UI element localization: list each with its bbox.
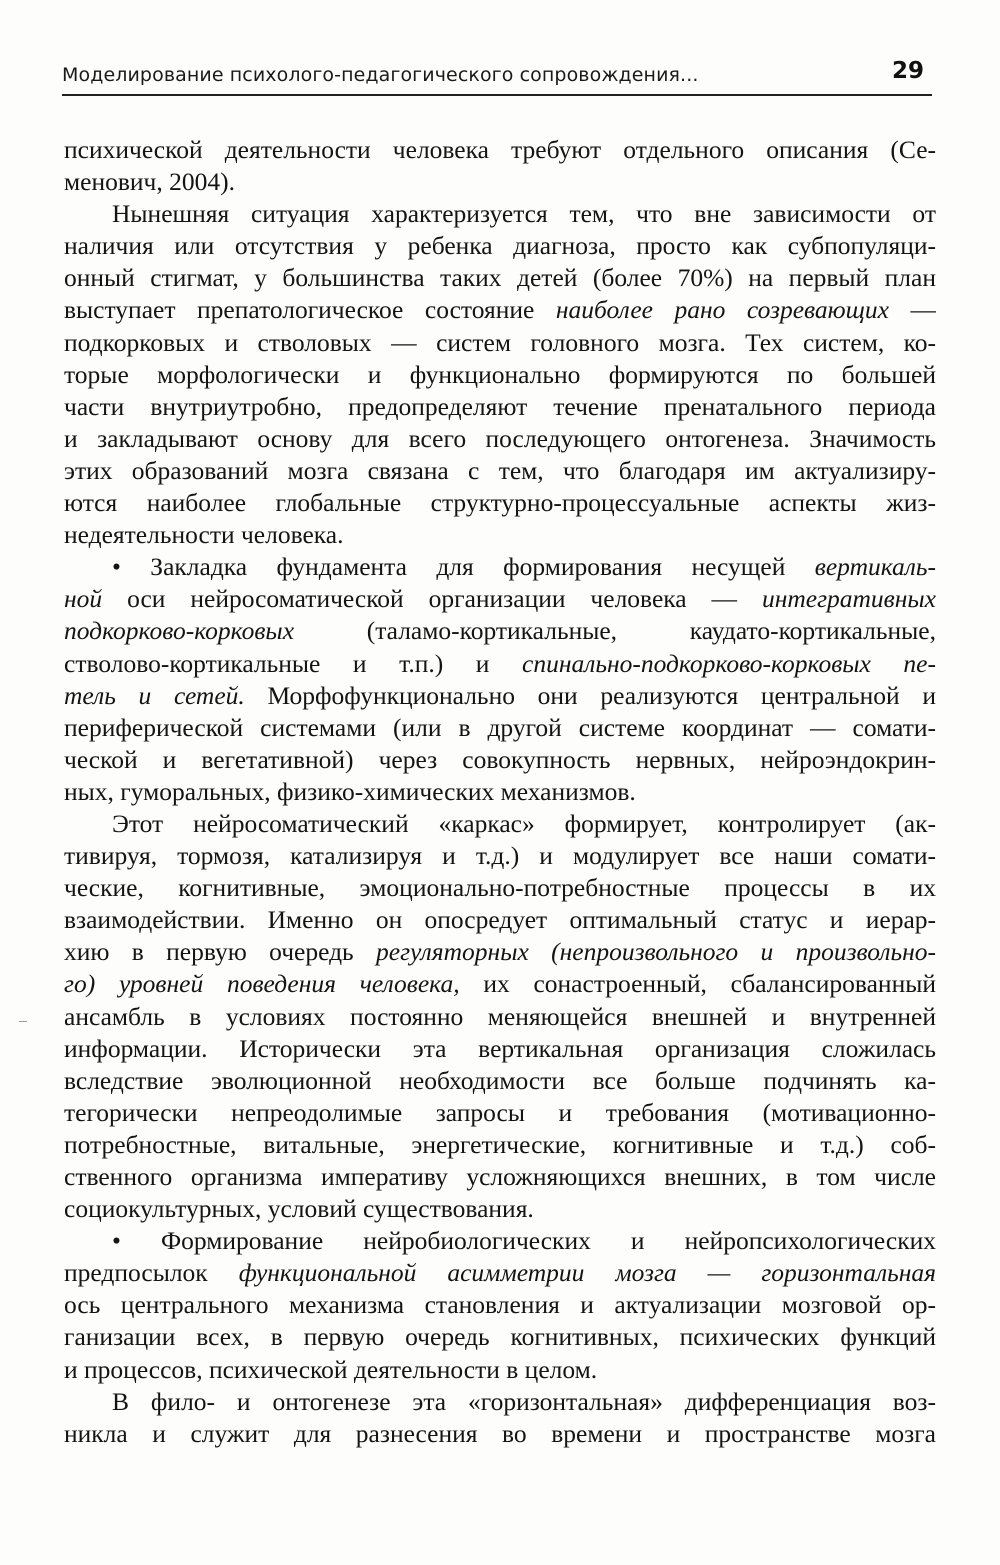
- text-run: ственного организма императиву усложняющихся внешних, в том числе: [64, 1162, 936, 1191]
- text-run: периферической системами (или в другой системе координат — сомати-: [64, 712, 936, 742]
- body-text: [64, 134, 936, 1450]
- text-line: [64, 680, 936, 712]
- text-line: [64, 1354, 936, 1386]
- text-line: [64, 198, 936, 230]
- text-line: [64, 712, 936, 744]
- text-line: [64, 1001, 936, 1033]
- text-run: стволово-кортикальные и т.п.) и: [64, 648, 523, 678]
- italic-text-run: спинально-подкорково-корковых пе-: [522, 648, 936, 678]
- text-line: [64, 840, 936, 872]
- italic-text-run: ной: [64, 584, 103, 614]
- text-line: [64, 615, 936, 647]
- text-line: [64, 1097, 936, 1129]
- text-run: ансамбль в условиях постоянно меняющейся внешней и внутренней: [64, 1001, 936, 1031]
- text-line: [64, 904, 936, 936]
- text-line: [64, 776, 936, 808]
- italic-text-run: наиболее рано созревающих: [555, 295, 889, 325]
- text-line: [64, 968, 936, 1000]
- text-line: [64, 744, 936, 776]
- text-run: (таламо-кортикальные, каудато-кортикальные,: [294, 616, 936, 646]
- text-line: [64, 455, 936, 487]
- text-line: [64, 262, 936, 294]
- italic-text-run: го) уровней поведения человека,: [64, 969, 460, 999]
- text-run: психической деятельности человека требуют отдельного описания (Се-: [64, 135, 936, 164]
- text-line: [64, 1289, 936, 1321]
- text-run: наличия или отсутствия у ребенка диагноза, просто как субпопуляци-: [64, 231, 936, 261]
- text-run: выступает препатологическое состояние: [64, 295, 556, 325]
- text-line: [64, 423, 936, 455]
- text-line: [64, 808, 936, 840]
- text-line: [64, 1321, 936, 1353]
- text-run: ческие, когнитивные, эмоционально-потребностные процессы в их: [64, 873, 936, 903]
- italic-text-run: функциональной асимметрии мозга — горизонтальная: [238, 1258, 936, 1288]
- italic-text-run: тель и сетей.: [64, 680, 245, 710]
- text-line: [64, 1033, 936, 1065]
- text-line: [64, 487, 936, 519]
- text-run: ось центрального механизма становления и актуализации мозговой ор-: [64, 1290, 936, 1320]
- text-line: [64, 872, 936, 904]
- text-line: [64, 359, 936, 391]
- text-run: части внутриутробно, предопределяют течение пренатального периода: [64, 391, 936, 421]
- text-line: [64, 1257, 936, 1289]
- text-run: социокультурных, условий существования.: [64, 1194, 534, 1224]
- text-run: ных, гуморальных, физико-химических механизмов.: [64, 776, 636, 806]
- text-run: их сонастроенный, сбалансированный: [459, 969, 936, 999]
- text-run: и закладывают основу для всего последующего онтогенеза. Значимость: [64, 423, 936, 453]
- text-run: недеятельности человека.: [64, 520, 344, 550]
- text-line: [64, 1129, 936, 1161]
- italic-text-run: регуляторных (непроизвольного и произвольно-: [376, 937, 936, 967]
- text-run: подкорковых и стволовых — систем головного мозга. Тех систем, ко-: [64, 327, 936, 357]
- italic-text-run: подкорково-корковых: [64, 616, 295, 646]
- text-run: торые морфологически и функционально формируются по большей: [64, 359, 936, 389]
- text-line: [64, 1225, 936, 1257]
- text-run: ческой и вегетативной) через совокупность нервных, нейроэндокрин-: [64, 744, 936, 774]
- text-run: тивируя, тормозя, катализируя и т.д.) и модулирует все наши сомати-: [64, 841, 936, 871]
- italic-text-run: интегративных: [761, 584, 936, 614]
- text-line: [64, 1065, 936, 1097]
- text-run: оси нейросоматической организации человека —: [102, 584, 762, 614]
- text-line: [64, 327, 936, 359]
- text-line: [64, 134, 936, 166]
- text-line: [64, 391, 936, 423]
- scan-artifact-mark: [19, 1021, 27, 1022]
- text-run: информации. Исторически эта вертикальная организация сложилась: [64, 1033, 936, 1063]
- text-run: —: [888, 295, 936, 325]
- text-line: [64, 551, 936, 583]
- text-run: никла и служит для разнесения во времени и пространстве мозга: [64, 1418, 936, 1448]
- text-line: [64, 519, 936, 551]
- text-run: тегорически непреодолимые запросы и требования (мотивационно-: [64, 1097, 936, 1127]
- text-line: [64, 1193, 936, 1225]
- text-run: Этот нейросоматический «каркас» формирует, контролирует (ак-: [112, 808, 936, 838]
- text-line: [64, 1418, 936, 1450]
- text-run: онный стигмат, у большинства таких детей (более 70%) на первый план: [64, 263, 936, 293]
- text-line: [64, 294, 936, 326]
- text-run: ются наиболее глобальные структурно-процессуальные аспекты жиз-: [64, 488, 936, 518]
- text-run: • Формирование нейробиологических и нейропсихологических: [112, 1226, 936, 1256]
- page-number: 29: [891, 58, 924, 84]
- text-run: В фило- и онтогенезе эта «горизонтальная» дифференциация воз-: [112, 1386, 936, 1416]
- text-run: Нынешняя ситуация характеризуется тем, что вне зависимости от: [112, 199, 936, 229]
- text-run: этих образований мозга связана с тем, что благодаря им актуализиру-: [64, 455, 936, 485]
- text-line: [64, 583, 936, 615]
- italic-text-run: вертикаль-: [814, 552, 936, 582]
- text-run: вследствие эволюционной необходимости все больше подчинять ка-: [64, 1065, 936, 1095]
- text-run: потребностные, витальные, энергетические, когнитивные и т.д.) соб-: [64, 1129, 936, 1159]
- text-line: [64, 230, 936, 262]
- text-run: взаимодействии. Именно он опосредует оптимальный статус и иерар-: [64, 905, 936, 935]
- text-run: предпосылок: [64, 1258, 239, 1288]
- text-run: хию в первую очередь: [64, 937, 377, 967]
- text-line: [64, 936, 936, 968]
- text-run: ганизации всех, в первую очередь когнитивных, психических функций: [64, 1322, 936, 1352]
- text-run: Морфофункционально они реализуются центральной и: [244, 680, 936, 710]
- text-line: [64, 1161, 936, 1193]
- text-line: [64, 166, 936, 198]
- running-title: Моделирование психолого-педагогического сопровождения...: [62, 64, 699, 86]
- text-run: менович, 2004).: [64, 167, 235, 197]
- running-head: [62, 58, 932, 96]
- text-run: и процессов, психической деятельности в целом.: [64, 1354, 598, 1384]
- text-run: • Закладка фундамента для формирования несущей: [112, 552, 815, 582]
- text-line: [64, 648, 936, 680]
- text-line: [64, 1386, 936, 1418]
